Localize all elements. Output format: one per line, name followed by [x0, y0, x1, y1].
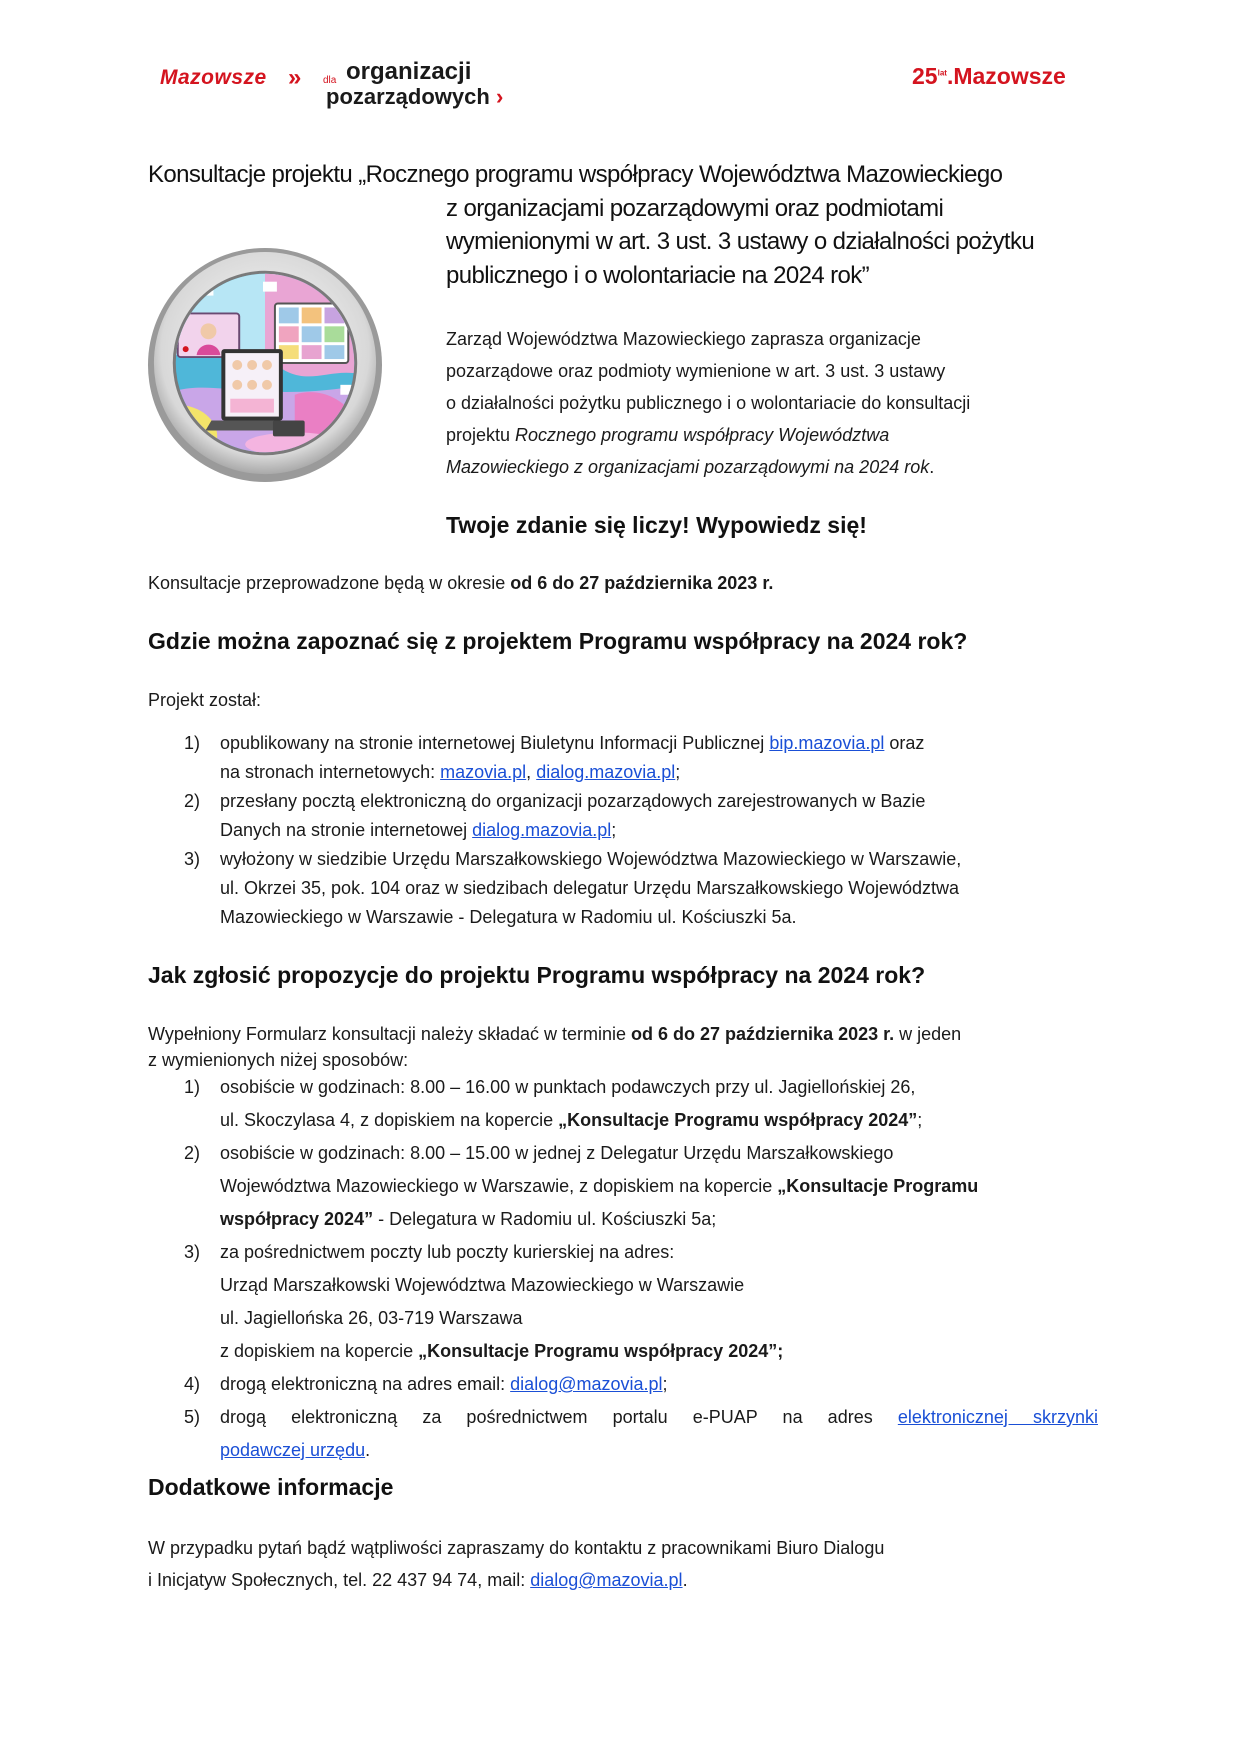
consultation-period: Konsultacje przeprowadzone będą w okresie od 6 do 27 października 2023 r.: [148, 573, 774, 593]
logo-mazowsze-dla-organizacji: [160, 58, 520, 118]
dialog-link[interactable]: dialog.mazovia.pl: [536, 762, 676, 782]
email-link[interactable]: dialog@mazovia.pl: [510, 1374, 663, 1394]
online-meeting-illustration: [146, 246, 384, 484]
list-item: 2) osobiście w godzinach: 8.00 – 15.00 w jednej z Delegatur Urzędu Marszałkowskiego Województwa Mazowieckiego w Warszawie, z dopiskiem na kopercie „Konsultacje Programu współpracy 2024” - Delegatura w Radomiu ul. Kościuszki 5a;: [184, 1143, 979, 1229]
logo-arrows: »: [288, 64, 302, 91]
mazovia-link[interactable]: mazovia.pl: [440, 762, 527, 782]
intro-line: pozarządowe oraz podmioty wymienione w art. 3 ust. 3 ustawy: [446, 361, 946, 381]
intro-line: o działalności pożytku publicznego i o wolontariacie do konsultacji: [446, 393, 971, 413]
logo-25-lat-mazowsze: $25^{lat}.Mazowsze$: [912, 63, 1066, 89]
section1-lead: Projekt został:: [148, 690, 262, 710]
title-line-2: z organizacjami pozarządowymi oraz podmiotami: [446, 194, 944, 222]
intro-line: projektu Rocznego programu współpracy Województwa: [446, 425, 890, 445]
title-line-3: wymienionymi w art. 3 ust. 3 ustawy o działalności pożytku: [446, 228, 1035, 255]
section2-list: [148, 1071, 1098, 1467]
section1-heading: Gdzie można zapoznać się z projektem Programu współpracy na 2024 rok?: [148, 628, 968, 654]
list-item: 3) wyłożony w siedzibie Urzędu Marszałkowskiego Województwa Mazowieckiego w Warszawie, ul. Okrzei 35, pok. 104 oraz w siedzibach delegatur Urzędu Marszałkowskiego Województwa Mazowieckiego w Warszawie - Delegatura w Radomiu ul. Kościuszki 5a.: [184, 849, 962, 927]
title-line-1: Konsultacje projektu „Rocznego programu współpracy Województwa Mazowieckiego: [148, 161, 1003, 188]
logo-dla: dla: [323, 75, 337, 86]
list-item: 5) drogą elektroniczną za pośrednictwem portalu e-PUAP na adres elektronicznej skrzynki podawczej urzędu.: [184, 1407, 1098, 1460]
list-item: 3) za pośrednictwem poczty lub poczty kurierskiej na adres: Urząd Marszałkowski Województwa Mazowieckiego w Warszawie ul. Jagiellońska 26, 03-719 Warszawa z dopiskiem na kopercie „Konsultacje Programu współpracy 2024”;: [184, 1242, 784, 1361]
section2-lead: Wypełniony Formularz konsultacji należy składać w terminie od 6 do 27 października 2023 r. w jeden z wymienionych niżej sposobów:: [148, 1024, 962, 1070]
list-item: 2) przesłany pocztą elektroniczną do organizacji pozarządowych zarejestrowanych w Bazie Danych na stronie internetowej dialog.mazovia.pl;: [184, 791, 926, 840]
section3-heading: Dodatkowe informacje: [148, 1474, 394, 1500]
bip-link[interactable]: bip.mazovia.pl: [769, 733, 885, 753]
dialog-link[interactable]: dialog.mazovia.pl: [472, 820, 612, 840]
epuap-link-cont[interactable]: podawczej urzędu: [220, 1440, 366, 1460]
list-item: 1) opublikowany na stronie internetowej Biuletynu Informacji Publicznej bip.mazovia.pl oraz na stronach internetowych: mazovia.pl, dialog.mazovia.pl;: [184, 733, 925, 782]
logo-chevron-icon: ›: [495, 84, 504, 109]
title-line-4: publicznego i o wolontariacie na 2024 rok”: [446, 261, 870, 289]
intro-line: Zarząd Województwa Mazowieckiego zaprasza organizacje: [446, 329, 921, 349]
logo-brand: Mazowsze: [160, 66, 267, 89]
intro-paragraph: [446, 323, 1086, 483]
list-item: 4) drogą elektroniczną na adres email: dialog@mazovia.pl;: [184, 1374, 668, 1394]
slogan: Twoje zdanie się liczy! Wypowiedz się!: [446, 512, 867, 538]
intro-line: Mazowieckiego z organizacjami pozarządowymi na 2024 rok.: [446, 457, 935, 477]
epuap-link[interactable]: elektronicznej skrzynki: [897, 1407, 1098, 1427]
contact-info: W przypadku pytań bądź wątpliwości zapraszamy do kontaktu z pracownikami Biuro Dialogu i Inicjatyw Społecznych, tel. 22 437 94 74, mail: dialog@mazovia.pl.: [148, 1538, 885, 1590]
list-item: 1) osobiście w godzinach: 8.00 – 16.00 w punktach podawczych przy ul. Jagiellońskiej 26, ul. Skoczylasa 4, z dopiskiem na kopercie „Konsultacje Programu współpracy 2024”;: [184, 1077, 923, 1130]
section2-heading: Jak zgłosić propozycje do projektu Programu współpracy na 2024 rok?: [148, 962, 926, 988]
contact-email-link[interactable]: dialog@mazovia.pl: [530, 1570, 683, 1590]
logo-line1: organizacji: [346, 58, 472, 85]
logo-line2: pozarządowych ›: [326, 84, 504, 109]
section1-list: [148, 729, 1098, 932]
